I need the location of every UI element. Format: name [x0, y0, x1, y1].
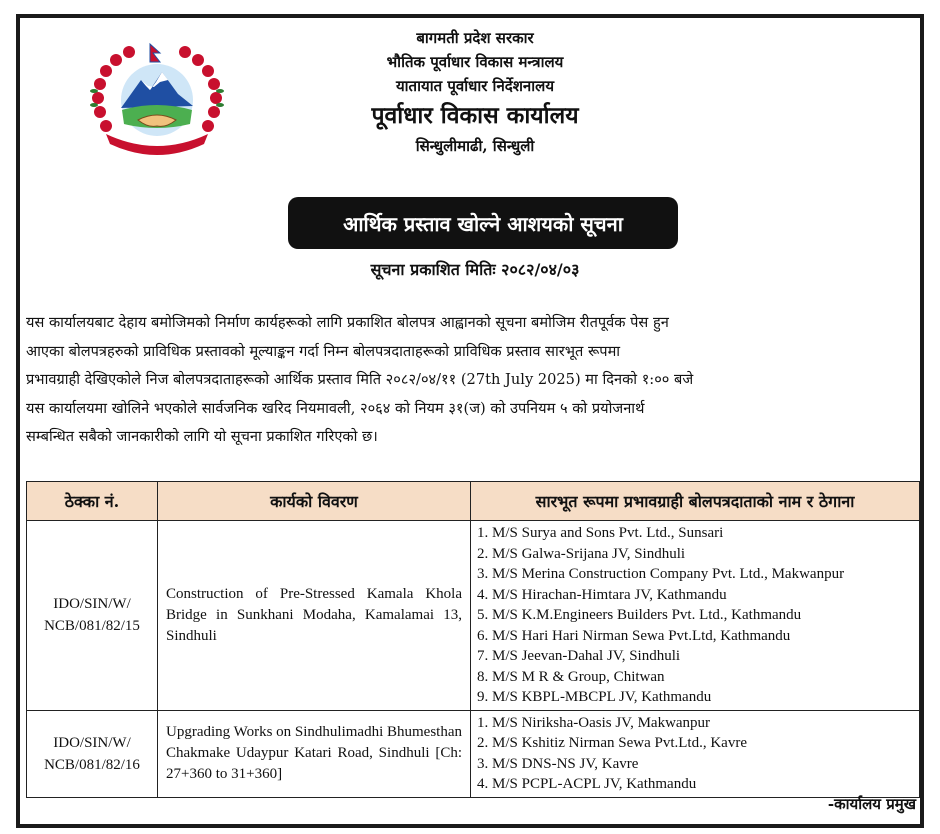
body-line: सम्बन्धित सबैको जानकारीको लागि यो सूचना प्रकाशित गरिएको छ। [26, 428, 378, 445]
header-bidders: सारभूत रूपमा प्रभावग्राही बोलपत्रदाताको नाम र ठेगाना [471, 482, 920, 521]
bidder-item: 7. M/S Jeevan-Dahal JV, Sindhuli [477, 648, 681, 664]
header-contract-no: ठेक्का नं. [27, 482, 158, 521]
bidder-item: 2. M/S Galwa-Srijana JV, Sindhuli [477, 545, 686, 562]
signature: -कार्यालय प्रमुख [827, 795, 916, 813]
body-line: यस कार्यालयमा खोलिने भएकोले सार्वजनिक खरिद नियमावली, २०६४ को नियम ३१(ज) को उपनियम ५ को प्रयोजनार्थ [26, 399, 645, 417]
bidder-item: 5. M/S K.M.Engineers Builders Pvt. Ltd., Kathmandu [477, 607, 802, 623]
bidders-list [471, 710, 920, 797]
table-row [27, 521, 920, 711]
work-description: Upgrading Works on Sindhulimadhi Bhumesthan Chakmake Udaypur Katari Road, Sindhuli [Ch: 27+360 to 31+360] [158, 710, 471, 797]
work-description: Construction of Pre-Stressed Kamala Khola Bridge in Sunkhani Modaha, Kamalamai 13, Sindhuli [158, 521, 471, 711]
bidder-item: 3. M/S Merina Construction Company Pvt. Ltd., Makwanpur [477, 566, 845, 582]
contract-no-cell [27, 521, 158, 711]
directorate-name: यातायात पूर्वाधार निर्देशनालय [395, 77, 555, 95]
bidder-item: 8. M/S M R & Group, Chitwan [477, 668, 665, 685]
bidders-table [26, 481, 920, 798]
bidder-item: 1. M/S Surya and Sons Pvt. Ltd., Sunsari [477, 525, 724, 541]
bidder-item: 4. M/S PCPL-ACPL JV, Kathmandu [477, 776, 697, 792]
bidder-item: 4. M/S Hirachan-Himtara JV, Kathmandu [477, 586, 727, 603]
province-government: बागमती प्रदेश सरकार [416, 29, 534, 47]
contract-no-line: IDO/SIN/W/ [53, 596, 131, 613]
office-name: पूर्वाधार विकास कार्यालय [371, 102, 579, 129]
notice-title: आर्थिक प्रस्ताव खोल्ने आशयको सूचना [288, 197, 678, 249]
body-line: प्रभावग्राही देखिएकोले निज बोलपत्रदाताहरूको आर्थिक प्रस्ताव मिति २०८२/०४/११ (27th July 2025) मा दिनको १:०० बजे [26, 371, 694, 388]
nepal-emblem-icon [86, 40, 228, 158]
body-line: आएका बोलपत्रहरुको प्राविधिक प्रस्तावको मूल्याङ्कन गर्दा निम्न बोलपत्रदाताहरूको प्राविधिक प्रस्ताव सारभूत रूपमा [26, 342, 621, 360]
bidder-item: 3. M/S DNS-NS JV, Kavre [477, 755, 639, 772]
body-line: यस कार्यालयबाट देहाय बमोजिमको निर्माण कार्यहरूको लागि प्रकाशित बोलपत्र आह्वानको सूचना बमोजिम रीतपूर्वक पेस हुन [26, 314, 669, 331]
bidder-item: 1. M/S Niriksha-Oasis JV, Makwanpur [477, 714, 711, 731]
bidder-item: 9. M/S KBPL-MBCPL JV, Kathmandu [477, 689, 712, 705]
bidder-item: 2. M/S Kshitiz Nirman Sewa Pvt.Ltd., Kavre [477, 735, 747, 751]
bidder-item: 6. M/S Hari Hari Nirman Sewa Pvt.Ltd, Kathmandu [477, 627, 791, 644]
contract-no-cell [27, 710, 158, 797]
header-work-description: कार्यको विवरण [158, 482, 471, 521]
publish-date: सूचना प्रकाशित मितिः २०८२/०४/०३ [370, 260, 580, 279]
contract-no-line: NCB/081/82/15 [44, 618, 140, 635]
notice-body [26, 309, 920, 452]
bidders-list [471, 521, 920, 711]
table-row [27, 710, 920, 797]
ministry-name: भौतिक पूर्वाधार विकास मन्त्रालय [386, 53, 564, 71]
contract-no-line: NCB/081/82/16 [44, 756, 140, 773]
header-block [250, 26, 700, 160]
office-location: सिन्धुलीमाढी, सिन्धुली [415, 137, 535, 155]
contract-no-line: IDO/SIN/W/ [53, 734, 131, 751]
